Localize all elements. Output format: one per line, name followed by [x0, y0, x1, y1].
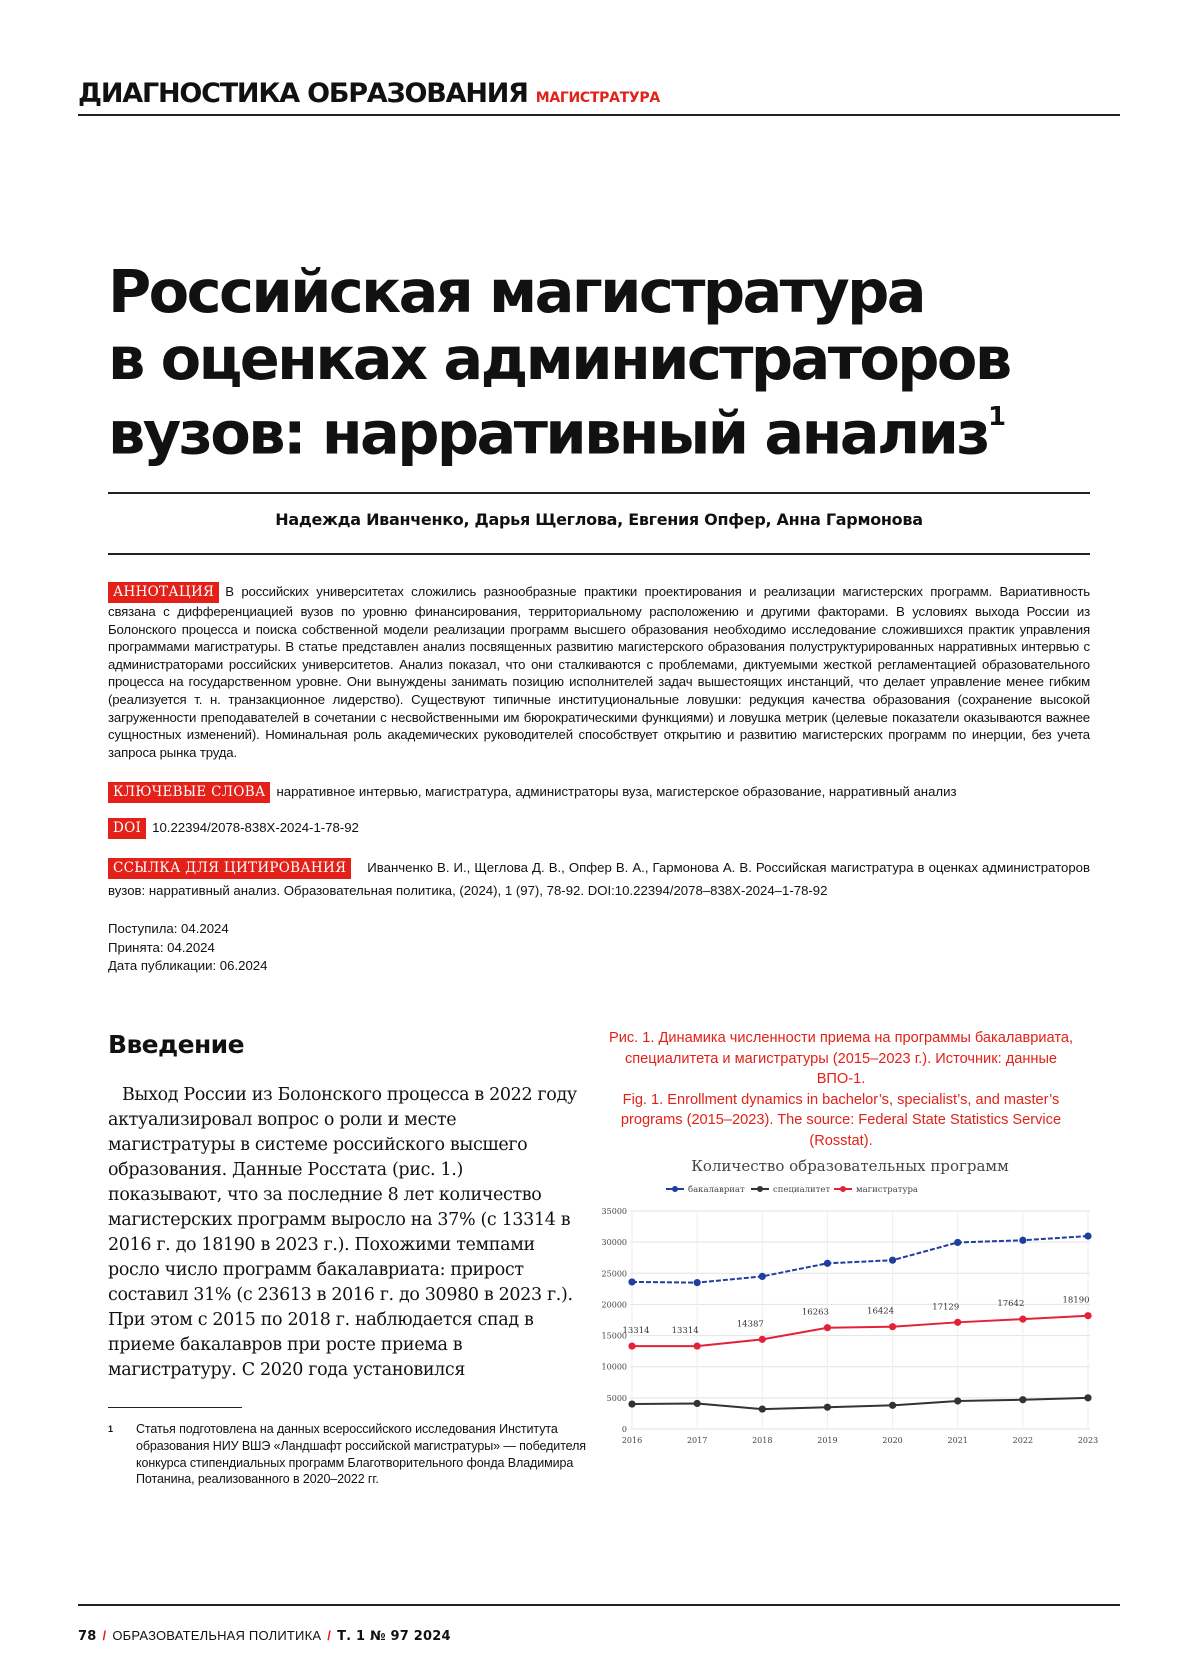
legend-label: магистратура: [856, 1185, 918, 1195]
data-point: [1019, 1396, 1026, 1403]
data-point: [889, 1257, 896, 1264]
y-tick-label: 0: [622, 1425, 627, 1434]
data-point: [1019, 1316, 1026, 1323]
y-tick-label: 10000: [602, 1363, 627, 1372]
data-point: [694, 1400, 701, 1407]
section-title: ДИАГНОСТИКА ОБРАЗОВАНИЯ: [78, 78, 528, 109]
data-label: 13314: [622, 1326, 649, 1336]
data-point: [954, 1319, 961, 1326]
y-tick-label: 35000: [602, 1207, 627, 1216]
data-label: 13314: [672, 1326, 699, 1336]
series-специалитет: [628, 1394, 1091, 1412]
authors: Надежда Иванченко, Дарья Щеглова, Евгения Опфер, Анна Гармонова: [108, 510, 1090, 529]
x-tick-label: 2021: [948, 1436, 968, 1445]
x-axis-ticks: [622, 1436, 1098, 1445]
authors-rule-top: [108, 492, 1090, 494]
data-label: 18190: [1062, 1296, 1089, 1306]
title-line: в оценках администраторов: [108, 325, 1108, 392]
data-point: [824, 1324, 831, 1331]
data-point: [694, 1342, 701, 1349]
abstract-text: В российских университетах сложились разнообразные практики проектирования и реализации магистерских программ. Вариативность связана с дифференциацией вузов по уровню финансирования, территориальному расположению и другими факторами. В условиях выхода России из Болонского процесса и поиска собственной модели реализации программ высшего образования необходимо исследование сложившихся практик управления программами магистратуры. В статье представлен анализ посвященных развитию магистерского образования полуструктурированных нарративных интервью с администраторами российских университетов. Анализ показал, что они сталкиваются с проблемами, диктуемыми жесткой регламентацией образовательного процесса на государственном уровне. Они вынуждены занимать позицию исполнителей задач вышестоящих инстанций, что делает управление менее гибким (реализуется т. н. транзакционное лидерство). Существуют типичные институциональные ловушки: редукция качества образования (сохранение высокой загруженности преподавателей в сочетании с несвойственными им бюрократическими функциями) и ловушка метрик (целевые показатели оказываются важнее сущностных изменений). Номинальная роль академических руководителей способствует открытию и развитию магистерских программ по инерции, без учета запроса рынка труда.: [108, 584, 1090, 760]
intro-heading: Введение: [108, 1030, 244, 1059]
keywords: [108, 782, 1090, 803]
data-point: [694, 1279, 701, 1286]
legend-marker: [672, 1186, 678, 1192]
footer-rule: [78, 1604, 1120, 1606]
journal-name: ОБРАЗОВАТЕЛЬНАЯ ПОЛИТИКА: [112, 1628, 321, 1643]
x-tick-label: 2020: [882, 1436, 902, 1445]
legend-label: специалитет: [773, 1185, 830, 1195]
legend-marker: [840, 1186, 846, 1192]
figure-caption-ru: Рис. 1. Динамика численности приема на программы бакалавриата, специалитета и магистратуры (2015–2023 г.). Источник: данные ВПО-1.: [606, 1028, 1076, 1090]
chart-data-labels: [622, 1296, 1089, 1336]
article-title: [108, 258, 1108, 467]
title-line: вузов: нарративный анализ1: [108, 392, 1108, 467]
data-point: [824, 1404, 831, 1411]
data-point: [1084, 1232, 1091, 1239]
title-footnote-mark: 1: [988, 402, 1006, 432]
line-chart: [600, 1155, 1100, 1450]
keywords-label: КЛЮЧЕВЫЕ СЛОВА: [108, 782, 270, 803]
chart-series: [628, 1232, 1091, 1412]
y-tick-label: 30000: [602, 1238, 627, 1247]
figure-caption: [606, 1028, 1076, 1151]
data-label: 16424: [867, 1307, 894, 1317]
section-header: [78, 78, 660, 109]
legend-marker: [757, 1186, 763, 1192]
series-line: [632, 1236, 1088, 1283]
title-line: Российская магистратура: [108, 258, 1108, 325]
y-axis-ticks: [602, 1207, 627, 1434]
citation-label: ССЫЛКА ДЛЯ ЦИТИРОВАНИЯ: [108, 858, 351, 879]
abstract: [108, 582, 1090, 761]
data-point: [1084, 1394, 1091, 1401]
x-tick-label: 2018: [752, 1436, 772, 1445]
intro-text: Выход России из Болонского процесса в 2022 году актуализировал вопрос о роли и месте магистратуры в системе российского высшего образования. Данные Росстата (рис. 1.) показывают, что за последние 8 лет количество магистерских программ выросло на 37% (с 13314 в 2016 г. до 18190 в 2023 г.). Похожими темпами росло число программ бакалавриата: прирост составил 31% (с 23613 в 2016 г. до 30980 в 2023 г.). При этом с 2015 по 2018 г. наблюдается спад в приеме бакалавров при росте приема в магистратуру. С 2020 года установился: [108, 1083, 578, 1383]
published-date: Дата публикации: 06.2024: [108, 957, 267, 976]
authors-rule-bottom: [108, 553, 1090, 555]
header-rule: [78, 114, 1120, 116]
chart-legend: [666, 1184, 918, 1195]
data-point: [628, 1342, 635, 1349]
citation-text: Иванченко В. И., Щеглова Д. В., Опфер В. А., Гармонова А. В. Российская магистратура в оценках администраторов вузов: нарративный анализ. Образовательная политика, (2024), 1 (97), 78-92. DOI:10.22394/2078–838X-2024–1-78-92: [108, 860, 1090, 898]
data-point: [889, 1323, 896, 1330]
data-point: [824, 1260, 831, 1267]
data-label: 16263: [802, 1308, 829, 1318]
x-tick-label: 2023: [1078, 1436, 1098, 1445]
keywords-text: нарративное интервью, магистратура, администраторы вуза, магистерское образование, нарративный анализ: [276, 784, 956, 799]
dates: [108, 920, 267, 976]
abstract-label: АННОТАЦИЯ: [108, 582, 219, 603]
data-point: [889, 1402, 896, 1409]
doi: [108, 818, 359, 839]
accepted-date: Принята: 04.2024: [108, 939, 267, 958]
page-number: 78: [78, 1629, 97, 1644]
data-label: 17129: [932, 1302, 959, 1312]
y-tick-label: 25000: [602, 1269, 627, 1278]
series-бакалавриат: [628, 1232, 1091, 1286]
figure-caption-en: Fig. 1. Enrollment dynamics in bachelor’s, specialist’s, and master’s programs (2015–2023). The source: Federal State Statistics Service (Rosstat).: [606, 1090, 1076, 1152]
footnote: Статья подготовлена на данных всероссийского исследования Института образования НИУ ВШЭ «Ландшафт российской магистратуры» — победителя конкурса стипендиальных программ Благотворительного фонда Владимира Потанина, реализованного в 2020–2022 гг.: [136, 1421, 586, 1488]
data-label: 17642: [997, 1299, 1024, 1309]
y-tick-label: 20000: [602, 1300, 627, 1309]
data-point: [759, 1336, 766, 1343]
y-tick-label: 15000: [602, 1332, 627, 1341]
data-point: [954, 1239, 961, 1246]
received-date: Поступила: 04.2024: [108, 920, 267, 939]
data-point: [759, 1273, 766, 1280]
legend-label: бакалавриат: [688, 1184, 745, 1195]
x-tick-label: 2019: [817, 1436, 837, 1445]
data-point: [1019, 1237, 1026, 1244]
data-point: [628, 1278, 635, 1285]
issue-info: Т. 1 № 97 2024: [337, 1629, 451, 1644]
doi-link[interactable]: 10.22394/2078-838X-2024-1-78-92: [152, 820, 359, 835]
data-point: [759, 1405, 766, 1412]
footnote-rule: [108, 1407, 242, 1408]
subsection-title: МАГИСТРАТУРА: [536, 90, 660, 106]
citation: [108, 856, 1090, 902]
x-tick-label: 2017: [687, 1436, 707, 1445]
data-label: 14387: [737, 1319, 764, 1329]
footnote-mark: 1: [108, 1424, 113, 1434]
x-tick-label: 2022: [1013, 1436, 1033, 1445]
doi-label: DOI: [108, 818, 146, 839]
data-point: [954, 1397, 961, 1404]
y-tick-label: 5000: [607, 1394, 627, 1403]
data-point: [628, 1400, 635, 1407]
x-tick-label: 2016: [622, 1436, 642, 1445]
chart-title: Количество образовательных программ: [691, 1157, 1009, 1175]
data-point: [1084, 1312, 1091, 1319]
page-footer: 78 / ОБРАЗОВАТЕЛЬНАЯ ПОЛИТИКА / Т. 1 № 97 2024: [78, 1628, 451, 1644]
